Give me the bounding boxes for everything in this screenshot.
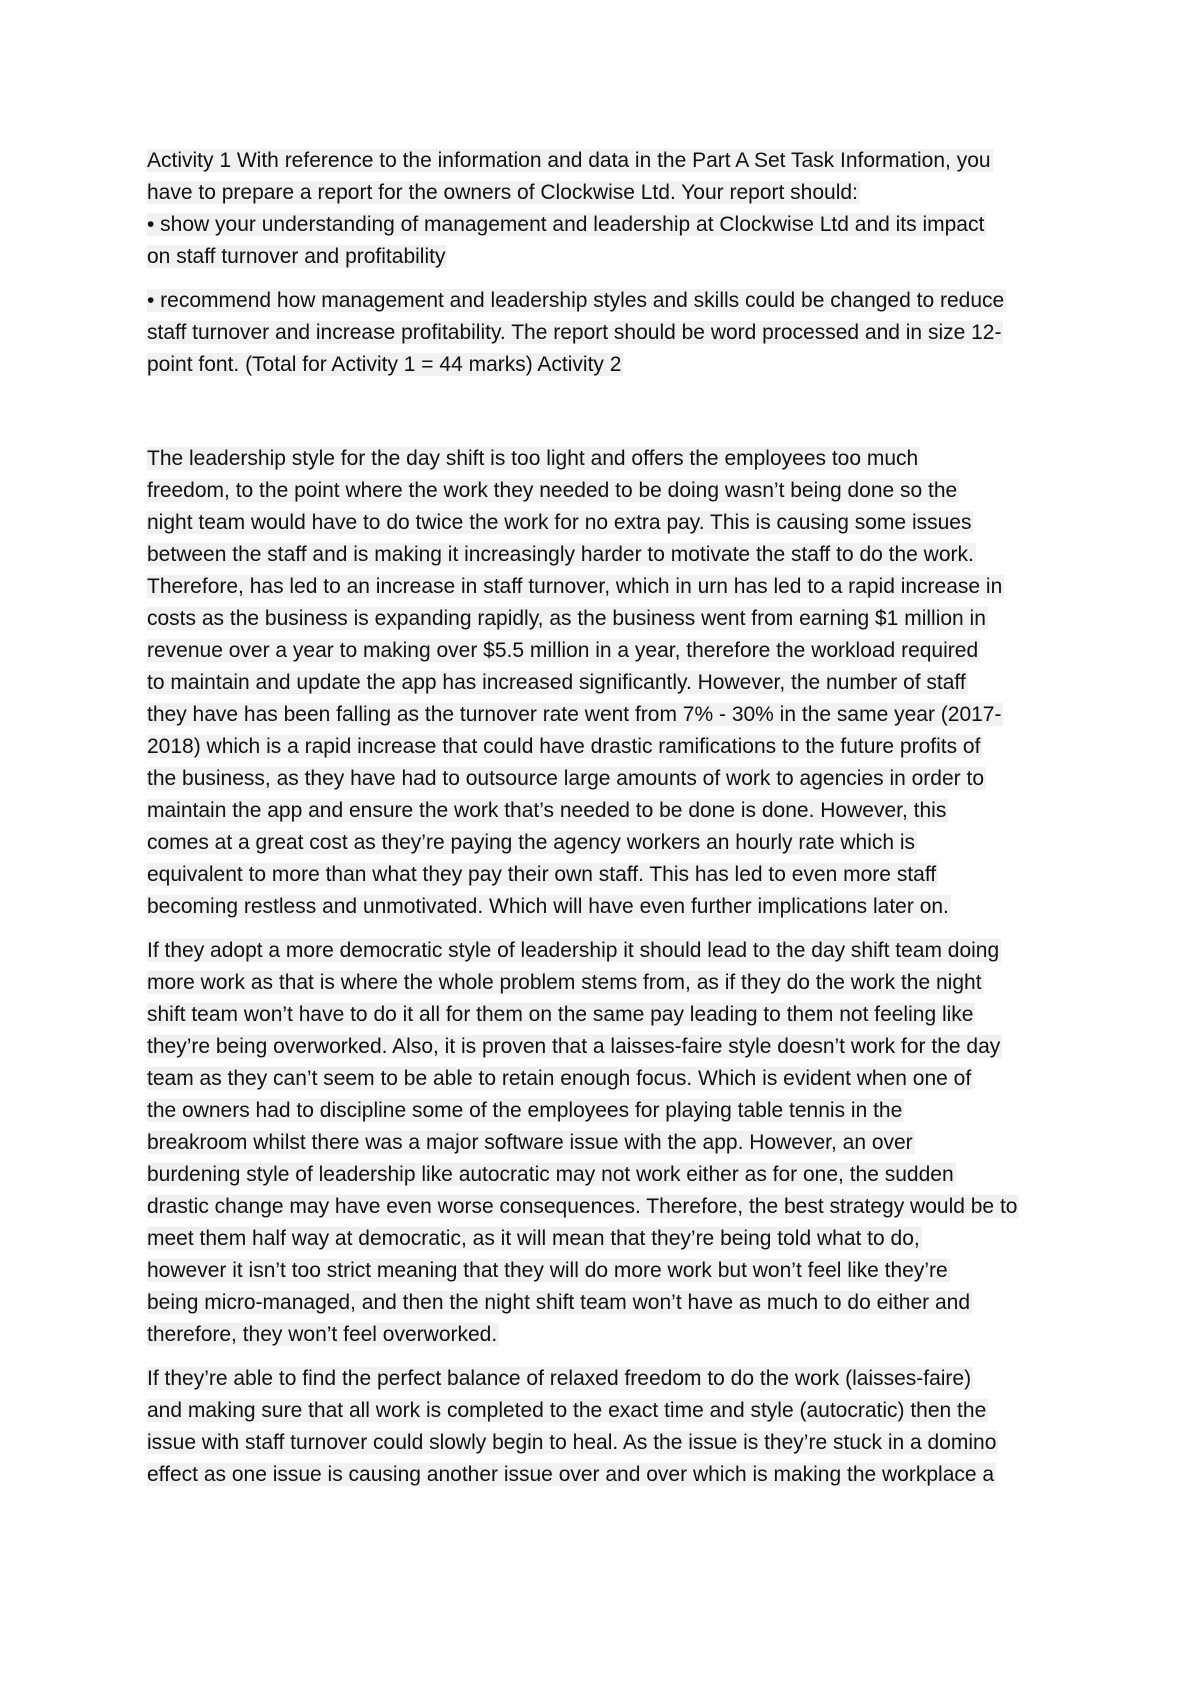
line-text: issue with staff turnover could slowly begin to heal. As the issue is they’re stuck in a domino — [147, 1431, 997, 1454]
line-text: have to prepare a report for the owners of Clockwise Ltd. Your report should: — [147, 181, 858, 204]
text-line — [147, 145, 1067, 177]
line-text: freedom, to the point where the work they needed to be doing wasn’t being done so the — [147, 479, 958, 502]
text-line — [147, 1395, 1067, 1427]
line-text: burdening style of leadership like autocratic may not work either as for one, the sudden — [147, 1163, 954, 1186]
line-text: becoming restless and unmotivated. Which will have even further implications later on. — [147, 895, 949, 918]
line-text: maintain the app and ensure the work that’s needed to be done is done. However, this — [147, 799, 947, 822]
line-text: therefore, they won’t feel overworked. — [147, 1323, 498, 1346]
line-text: being micro-managed, and then the night shift team won’t have as much to do either and — [147, 1291, 970, 1314]
text-line — [147, 1063, 1067, 1095]
text-line — [147, 891, 1067, 923]
text-line — [147, 539, 1067, 571]
line-text: night team would have to do twice the work for no extra pay. This is causing some issues — [147, 511, 972, 534]
line-text: and making sure that all work is completed to the exact time and style (autocratic) then the — [147, 1399, 987, 1422]
line-text: costs as the business is expanding rapidly, as the business went from earning $1 million in — [147, 607, 986, 630]
text-line — [147, 241, 1067, 273]
line-text: revenue over a year to making over $5.5 million in a year, therefore the workload required — [147, 639, 979, 662]
line-text: The leadership style for the day shift is too light and offers the employees too much — [147, 447, 919, 470]
line-text: they have has been falling as the turnover rate went from 7% - 30% in the same year (2017- — [147, 703, 1002, 726]
text-line — [147, 763, 1067, 795]
text-line — [147, 1255, 1067, 1287]
text-line — [147, 699, 1067, 731]
line-text: meet them half way at democratic, as it will mean that they’re being told what to do, — [147, 1227, 920, 1250]
body-paragraph-democratic-style — [147, 935, 1067, 1351]
line-text: team as they can’t seem to be able to retain enough focus. Which is evident when one of — [147, 1067, 972, 1090]
line-text: staff turnover and increase profitability. The report should be word processed and in size 12- — [147, 321, 1002, 344]
text-line — [147, 1427, 1067, 1459]
task-brief-paragraph — [147, 145, 1067, 273]
text-line — [147, 443, 1067, 475]
line-text: effect as one issue is causing another issue over and over which is making the workplace a — [147, 1463, 995, 1486]
line-text: • show your understanding of management and leadership at Clockwise Ltd and its impact — [147, 213, 985, 236]
text-line — [147, 285, 1067, 317]
text-line — [147, 859, 1067, 891]
text-line — [147, 935, 1067, 967]
text-line — [147, 1159, 1067, 1191]
text-line — [147, 635, 1067, 667]
text-line — [147, 1287, 1067, 1319]
line-text: however it isn’t too strict meaning that they will do more work but won’t feel like they’re — [147, 1259, 948, 1282]
body-paragraph-balance — [147, 1363, 1067, 1491]
line-text: Therefore, has led to an increase in staff turnover, which in urn has led to a rapid increase in — [147, 575, 1003, 598]
line-text: between the staff and is making it increasingly harder to motivate the staff to do the work. — [147, 543, 974, 566]
text-line — [147, 999, 1067, 1031]
text-line — [147, 667, 1067, 699]
line-text: If they adopt a more democratic style of leadership it should lead to the day shift team doing — [147, 939, 1000, 962]
text-line — [147, 1363, 1067, 1395]
text-line — [147, 1191, 1067, 1223]
text-line — [147, 731, 1067, 763]
line-text: more work as that is where the whole problem stems from, as if they do the work the night — [147, 971, 982, 994]
line-text: equivalent to more than what they pay their own staff. This has led to even more staff — [147, 863, 937, 886]
document-body — [147, 145, 1067, 1491]
line-text: 2018) which is a rapid increase that could have drastic ramifications to the future profits of — [147, 735, 981, 758]
line-text: shift team won’t have to do it all for them on the same pay leading to them not feeling like — [147, 1003, 974, 1026]
line-text: the business, as they have had to outsource large amounts of work to agencies in order to — [147, 767, 984, 790]
line-text: point font. (Total for Activity 1 = 44 marks) Activity 2 — [147, 353, 622, 376]
line-text: Activity 1 With reference to the information and data in the Part A Set Task Information, you — [147, 149, 991, 172]
body-paragraph-leadership-style — [147, 443, 1067, 923]
text-line — [147, 967, 1067, 999]
text-line — [147, 1031, 1067, 1063]
text-line — [147, 1223, 1067, 1255]
text-line — [147, 603, 1067, 635]
line-text: the owners had to discipline some of the employees for playing table tennis in the — [147, 1099, 903, 1122]
text-line — [147, 1127, 1067, 1159]
text-line — [147, 349, 1067, 381]
line-text: on staff turnover and profitability — [147, 245, 446, 268]
text-line — [147, 1319, 1067, 1351]
text-line — [147, 177, 1067, 209]
line-text: If they’re able to find the perfect balance of relaxed freedom to do the work (laisses-faire) — [147, 1367, 972, 1390]
line-text: drastic change may have even worse consequences. Therefore, the best strategy would be to — [147, 1195, 1018, 1218]
text-line — [147, 475, 1067, 507]
text-line — [147, 209, 1067, 241]
text-line — [147, 507, 1067, 539]
line-text: comes at a great cost as they’re paying the agency workers an hourly rate which is — [147, 831, 916, 854]
text-line — [147, 1095, 1067, 1127]
line-text: to maintain and update the app has increased significantly. However, the number of staff — [147, 671, 966, 694]
line-text: they’re being overworked. Also, it is proven that a laisses-faire style doesn’t work for the day — [147, 1035, 1001, 1058]
task-recommendation-paragraph — [147, 285, 1067, 381]
text-line — [147, 571, 1067, 603]
text-line — [147, 1459, 1067, 1491]
text-line — [147, 795, 1067, 827]
line-text: breakroom whilst there was a major software issue with the app. However, an over — [147, 1131, 913, 1154]
text-line — [147, 827, 1067, 859]
text-line — [147, 317, 1067, 349]
line-text: • recommend how management and leadership styles and skills could be changed to reduce — [147, 289, 1005, 312]
